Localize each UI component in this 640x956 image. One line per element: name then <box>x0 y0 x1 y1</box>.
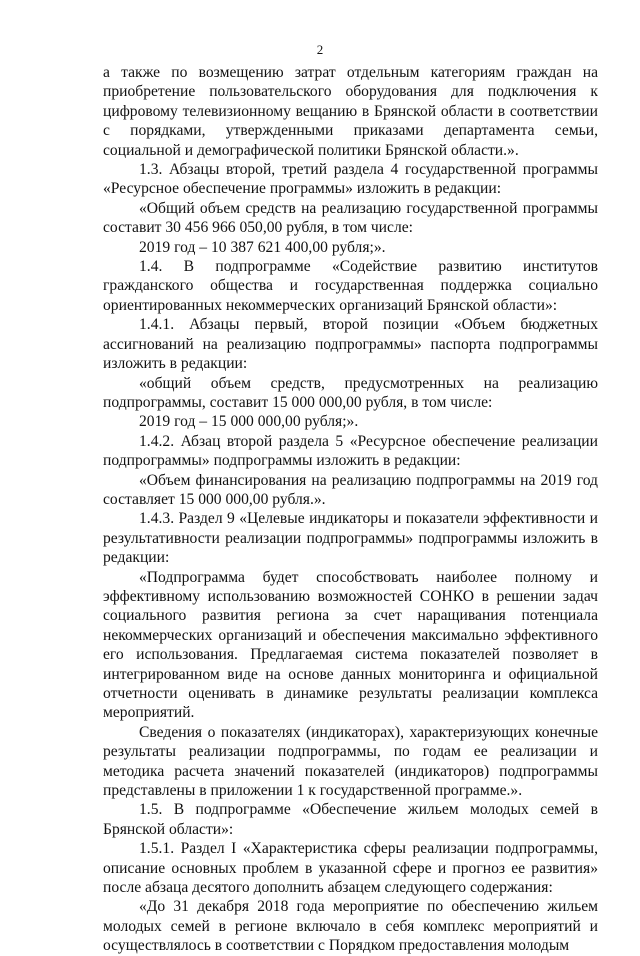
page-number: 2 <box>316 42 324 57</box>
paragraph: 2019 год – 10 387 621 400,00 рубля;». <box>139 238 386 256</box>
paragraph: «Общий объем средств на реализацию государственной программы составит 30 456 966 050,00 рубля, в том числе: <box>103 199 598 237</box>
paragraph: «Подпрограмма будет способствовать наиболее полному и эффективному использованию возможностей СОНКО в решении задач социального развития региона за счет наращивания потенциала некоммерческих организаций и обеспечения максимально эффективного его использования. Предлагаемая система показателей позволяет в интегрированном виде на основе данных мониторинга и официальной отчетности оценивать в динамике результаты реализации комплекса мероприятий. <box>103 568 598 722</box>
paragraph: 1.4.3. Раздел 9 «Целевые индикаторы и показатели эффективности и результативности реализации подпрограммы» подпрограммы изложить в редакции: <box>103 510 598 567</box>
paragraph: 1.5.1. Раздел I «Характеристика сферы реализации подпрограммы, описание основных проблем в указанной сфере и прогноз ее развития» после абзаца десятого дополнить абзацем следующего содержания: <box>103 840 598 897</box>
paragraph: «общий объем средств, предусмотренных на реализацию подпрограммы, составит 15 000 000,00 рубля, в том числе: <box>103 374 598 411</box>
paragraph: а также по возмещению затрат отдельным категориям граждан на приобретение пользовательского оборудования для подключения к цифровому телевизионному вещанию в Брянской области в соответствии с порядками, утвержденными приказами департамента семьи, социальной и демографической политики Брянской области.». <box>103 64 598 159</box>
paragraph: 2019 год – 15 000 000,00 рубля;». <box>139 413 359 431</box>
paragraph: 1.4. В подпрограмме «Содействие развитию институтов гражданского общества и государственная поддержка социально ориентированных некоммерческих организаций Брянской области»: <box>103 258 598 314</box>
paragraph: «До 31 декабря 2018 года мероприятие по обеспечению жильем молодых семей в регионе включало в себя комплекс мероприятий и осуществлялось в соответствии с Порядком предоставления молодым <box>103 898 598 955</box>
paragraph: 1.5. В подпрограмме «Обеспечение жильем молодых семей в Брянской области»: <box>103 801 598 838</box>
paragraph: 1.3. Абзацы второй, третий раздела 4 государственной программы «Ресурсное обеспечение программы» изложить в редакции: <box>103 161 598 198</box>
paragraph: 1.4.1. Абзацы первый, второй позиции «Объем бюджетных ассигнований на реализацию подпрограммы» паспорта подпрограммы изложить в редакции: <box>103 316 598 373</box>
paragraph: Сведения о показателях (индикаторах), характеризующих конечные результаты реализации подпрограммы, по годам ее реализации и методика расчета значений показателей (индикаторов) подпрограммы представлены в приложении 1 к государственной программе.». <box>103 723 598 800</box>
paragraph: 1.4.2. Абзац второй раздела 5 «Ресурсное обеспечение реализации подпрограммы» подпрограммы изложить в редакции: <box>103 432 598 470</box>
paragraph: «Объем финансирования на реализацию подпрограммы на 2019 год составляет 15 000 000,00 рубля.». <box>103 471 598 508</box>
document-body <box>103 63 598 956</box>
